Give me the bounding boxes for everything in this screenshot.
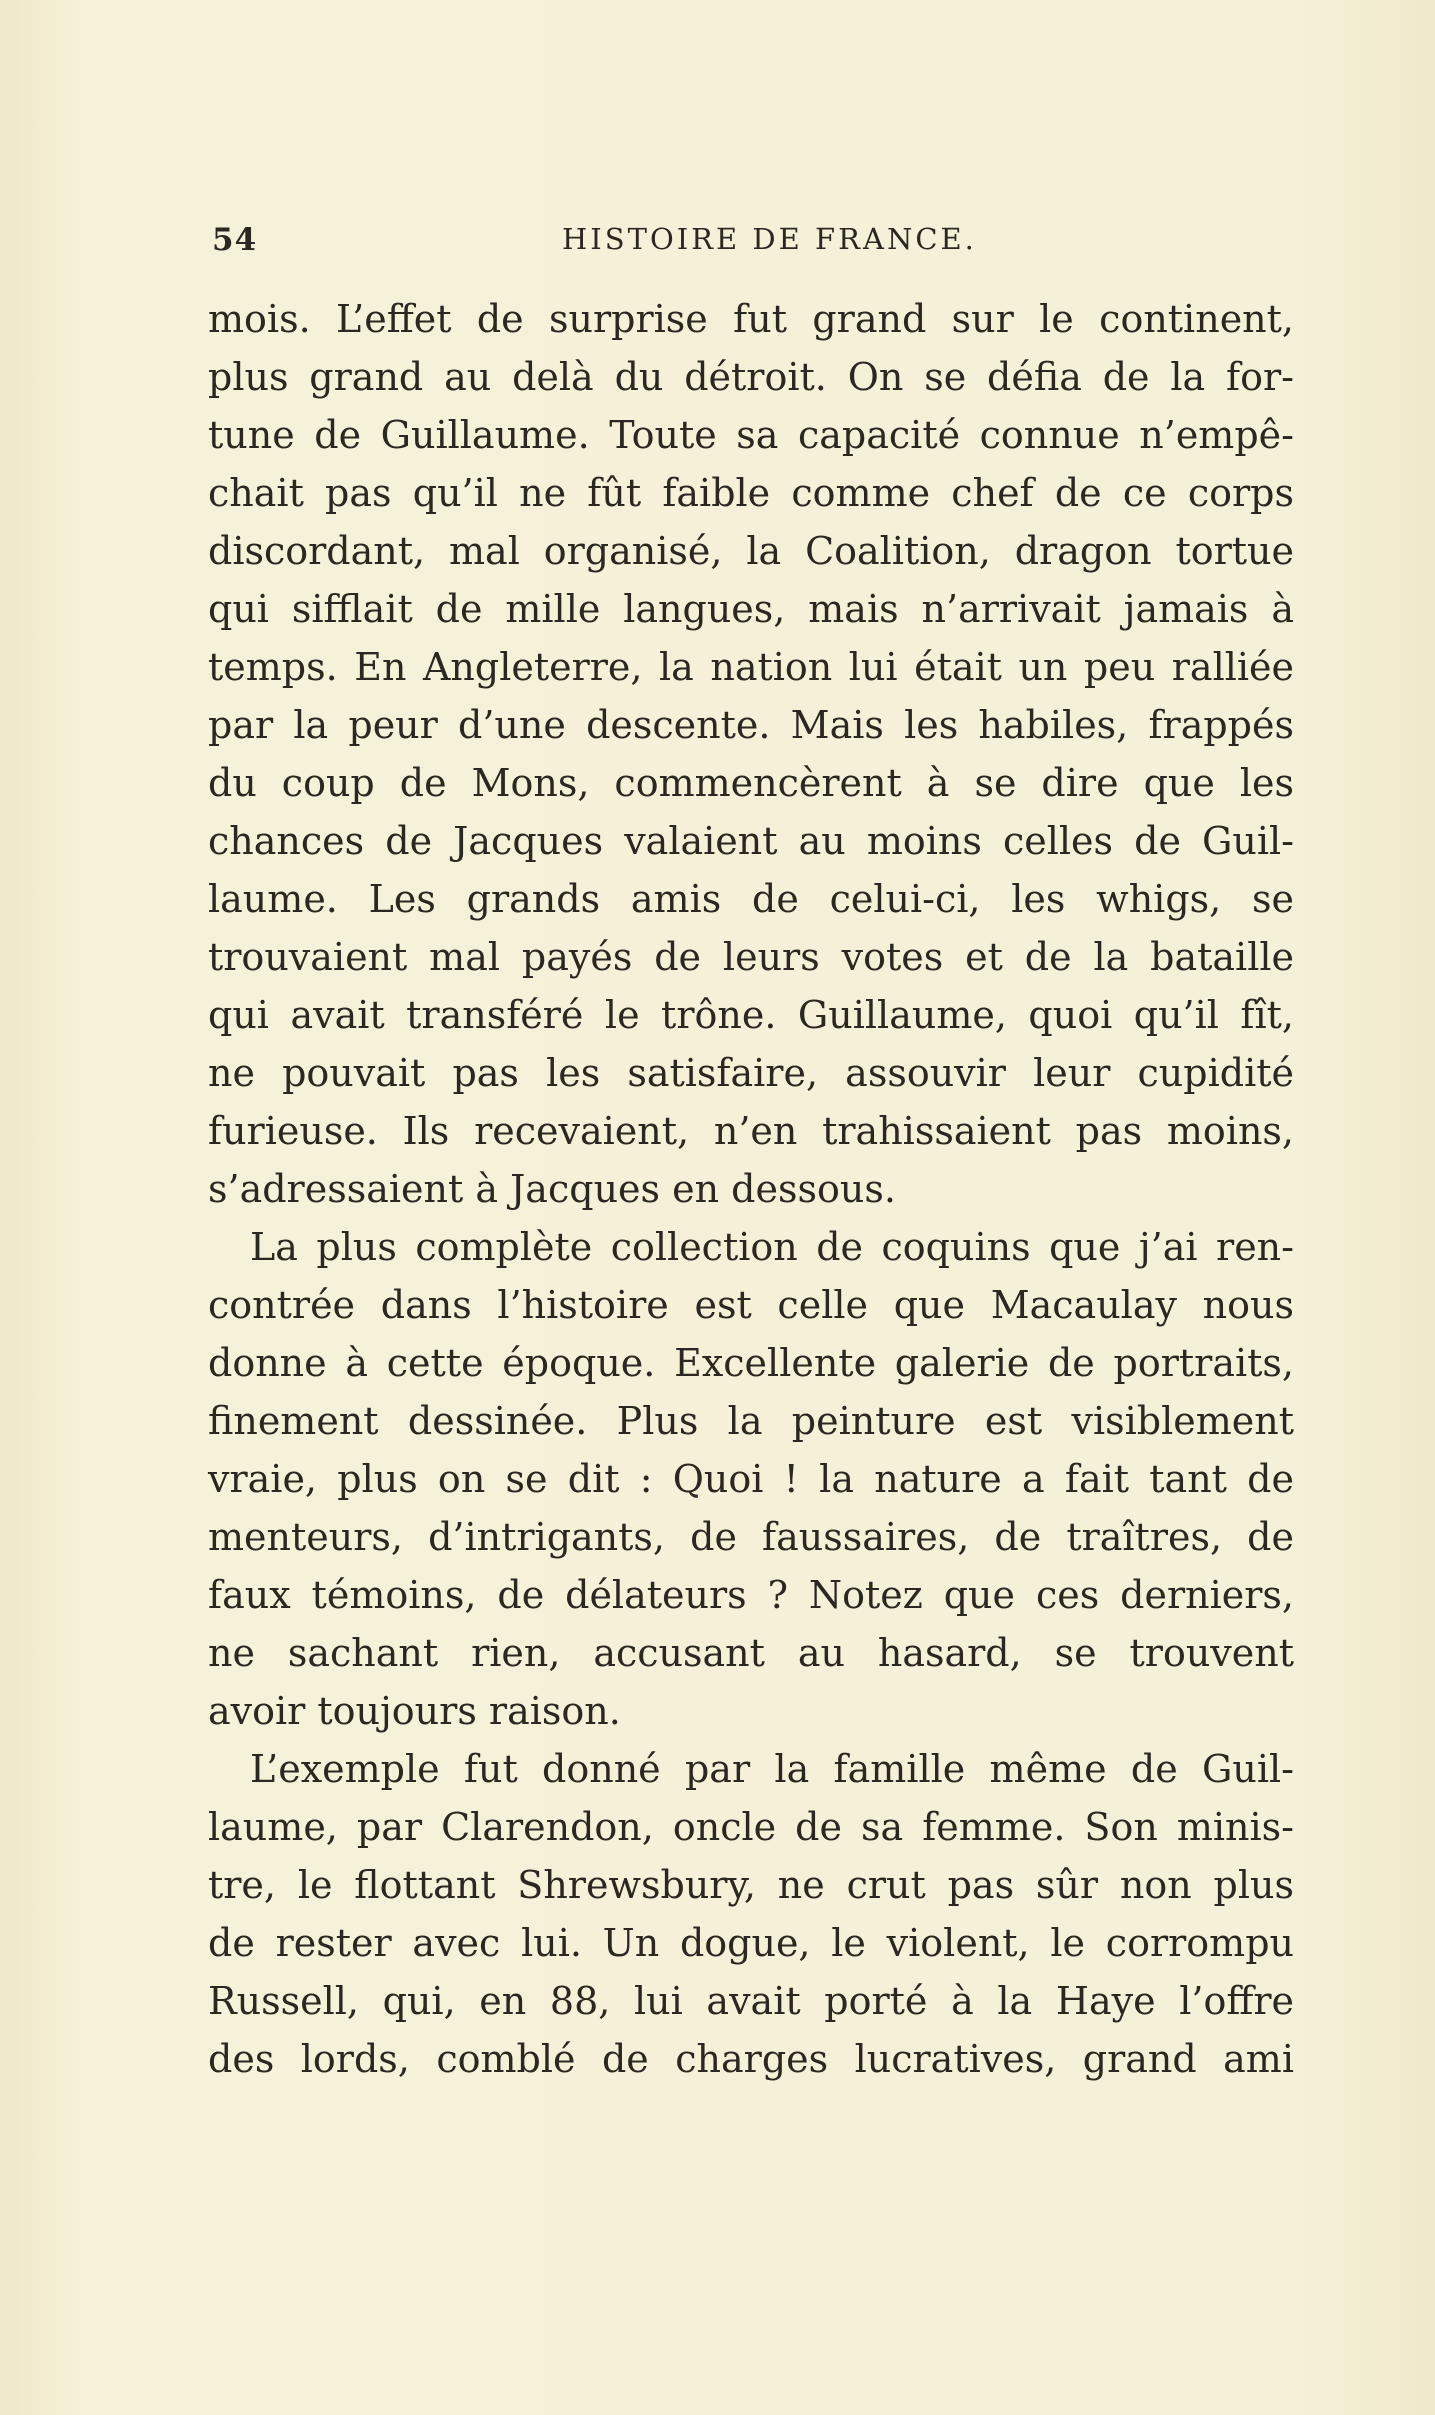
text-line: ne sachant rien, accusant au hasard, se trouvent (208, 1631, 1294, 1675)
text-line: chait pas qu’il ne fût faible comme chef de ce corps (208, 471, 1294, 515)
text-line: ne pouvait pas les satisfaire, assouvir leur cupidité (208, 1051, 1294, 1095)
text-line: de rester avec lui. Un dogue, le violent, le corrompu (208, 1921, 1294, 1965)
text-line: par la peur d’une descente. Mais les habiles, frappés (208, 703, 1294, 747)
text-line: temps. En Angleterre, la nation lui était un peu ralliée (208, 645, 1294, 689)
text-line: La plus complète collection de coquins que j’ai ren- (250, 1225, 1294, 1269)
page-header (212, 222, 1282, 262)
text-line: furieuse. Ils recevaient, n’en trahissaient pas moins, (208, 1109, 1294, 1153)
text-line: laume. Les grands amis de celui-ci, les whigs, se (208, 877, 1294, 921)
text-line: s’adressaient à Jacques en dessous. (208, 1167, 896, 1211)
text-line: menteurs, d’intrigants, de faussaires, de traîtres, de (208, 1515, 1294, 1559)
text-line: mois. L’effet de surprise fut grand sur le continent, (208, 297, 1294, 341)
body-text (208, 290, 1294, 2088)
text-line: du coup de Mons, commencèrent à se dire que les (208, 761, 1294, 805)
text-line: discordant, mal organisé, la Coalition, dragon tortue (208, 529, 1294, 573)
text-line: qui avait transféré le trône. Guillaume, quoi qu’il fît, (208, 993, 1294, 1037)
text-line: laume, par Clarendon, oncle de sa femme. Son minis- (208, 1805, 1294, 1849)
text-line: chances de Jacques valaient au moins celles de Guil- (208, 819, 1294, 863)
text-line: qui sifflait de mille langues, mais n’arrivait jamais à (208, 587, 1294, 631)
text-line: faux témoins, de délateurs ? Notez que ces derniers, (208, 1573, 1294, 1617)
text-line: trouvaient mal payés de leurs votes et de la bataille (208, 935, 1294, 979)
text-line: L’exemple fut donné par la famille même de Guil- (250, 1747, 1294, 1791)
page-number: 54 (212, 222, 258, 258)
text-line: plus grand au delà du détroit. On se défia de la for- (208, 355, 1294, 399)
text-line: des lords, comblé de charges lucratives, grand ami (208, 2037, 1294, 2081)
text-line: vraie, plus on se dit : Quoi ! la nature a fait tant de (208, 1457, 1294, 1501)
text-line: tre, le flottant Shrewsbury, ne crut pas sûr non plus (208, 1863, 1294, 1907)
text-line: avoir toujours raison. (208, 1689, 621, 1733)
running-head: HISTOIRE DE FRANCE. (562, 222, 977, 256)
text-line: Russell, qui, en 88, lui avait porté à la Haye l’offre (208, 1979, 1294, 2023)
text-line: finement dessinée. Plus la peinture est visiblement (208, 1399, 1294, 1443)
text-line: donne à cette époque. Excellente galerie de portraits, (208, 1341, 1294, 1385)
text-line: contrée dans l’histoire est celle que Macaulay nous (208, 1283, 1294, 1327)
text-line: tune de Guillaume. Toute sa capacité connue n’empê- (208, 413, 1294, 457)
